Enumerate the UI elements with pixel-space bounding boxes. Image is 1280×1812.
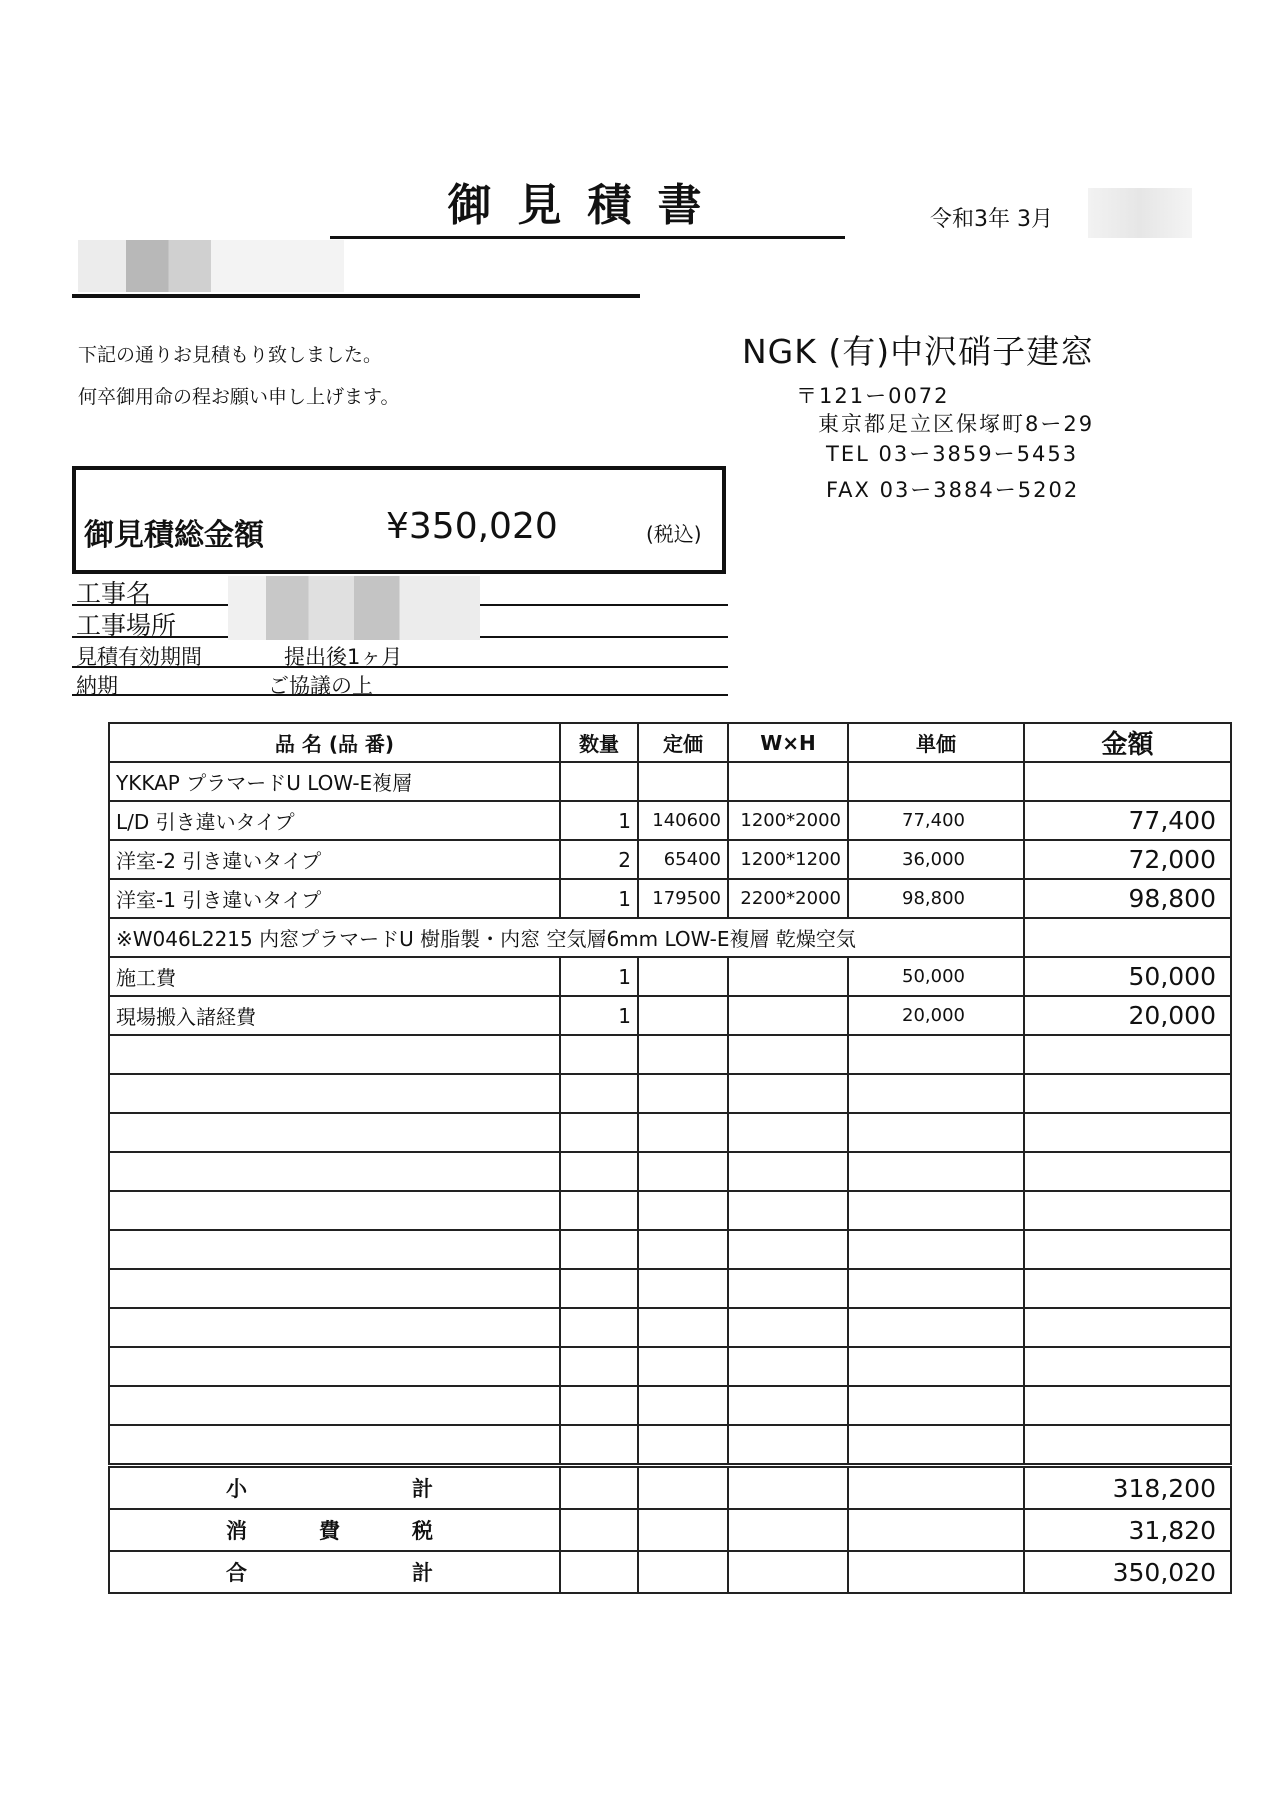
header-list-price: 定価	[638, 723, 728, 762]
item-list-price: 140600	[638, 801, 728, 840]
empty-cell	[638, 1466, 728, 1510]
total-amount-label: 御見積総金額	[84, 518, 264, 553]
item-dimensions: 1200*2000	[728, 801, 848, 840]
item-unit-price: 50,000	[848, 957, 1024, 996]
empty-cell	[109, 1191, 560, 1230]
item-quantity	[560, 762, 638, 801]
document-date: 令和3年 3月	[930, 207, 1053, 232]
delivery-value: ご協議の上	[268, 674, 373, 698]
empty-cell	[638, 1269, 728, 1308]
empty-cell	[638, 1425, 728, 1466]
empty-cell	[728, 1074, 848, 1113]
table-row	[109, 957, 1231, 996]
empty-row	[109, 1152, 1231, 1191]
empty-cell	[638, 1074, 728, 1113]
empty-row	[109, 1074, 1231, 1113]
empty-cell	[728, 1551, 848, 1593]
tax-label-char: 消	[226, 1519, 247, 1543]
empty-cell	[560, 1191, 638, 1230]
item-dimensions: 2200*2000	[728, 879, 848, 918]
empty-cell	[728, 1113, 848, 1152]
empty-cell	[638, 1152, 728, 1191]
empty-cell	[560, 1269, 638, 1308]
empty-cell	[848, 1269, 1024, 1308]
empty-cell	[848, 1074, 1024, 1113]
empty-cell	[638, 1347, 728, 1386]
empty-row	[109, 1191, 1231, 1230]
empty-cell	[109, 1152, 560, 1191]
empty-cell	[848, 1386, 1024, 1425]
item-dimensions	[728, 996, 848, 1035]
tax-label-char: 税	[412, 1519, 433, 1543]
empty-cell	[848, 1509, 1024, 1551]
item-quantity: 2	[560, 840, 638, 879]
empty-row	[109, 1035, 1231, 1074]
empty-cell	[560, 1308, 638, 1347]
empty-cell	[560, 1466, 638, 1510]
header-unit-price: 単価	[848, 723, 1024, 762]
item-name: ※W046L2215 内窓プラマードU 樹脂製・内窓 空気層6mm LOW-E複層 乾燥空気	[109, 918, 1024, 957]
empty-row	[109, 1425, 1231, 1466]
tax-label-char: 費	[319, 1519, 340, 1543]
empty-cell	[1024, 1269, 1231, 1308]
empty-cell	[1024, 1230, 1231, 1269]
empty-cell	[728, 1386, 848, 1425]
empty-row	[109, 1113, 1231, 1152]
item-quantity: 1	[560, 996, 638, 1035]
item-amount: 77,400	[1024, 801, 1231, 840]
empty-cell	[848, 1347, 1024, 1386]
empty-row	[109, 1308, 1231, 1347]
empty-cell	[1024, 1074, 1231, 1113]
empty-row	[109, 1386, 1231, 1425]
empty-cell	[109, 1308, 560, 1347]
empty-cell	[728, 1347, 848, 1386]
tax-value: 31,820	[1024, 1509, 1231, 1551]
item-list-price	[638, 996, 728, 1035]
empty-cell	[560, 1347, 638, 1386]
empty-cell	[1024, 1425, 1231, 1466]
item-dimensions	[728, 957, 848, 996]
item-list-price: 179500	[638, 879, 728, 918]
item-unit-price: 20,000	[848, 996, 1024, 1035]
empty-cell	[638, 1230, 728, 1269]
validity-value: 提出後1ヶ月	[284, 645, 403, 669]
grand-total-label	[109, 1551, 560, 1593]
table-row	[109, 762, 1231, 801]
empty-cell	[1024, 1152, 1231, 1191]
redacted-date-day	[1088, 188, 1192, 238]
empty-cell	[848, 1191, 1024, 1230]
validity-label: 見積有効期間	[76, 645, 202, 669]
document-title: 御見積書	[330, 178, 845, 239]
validity-line	[72, 666, 728, 668]
item-name: 洋室-2 引き違いタイプ	[109, 840, 560, 879]
grand-total-value: 350,020	[1024, 1551, 1231, 1593]
subtotal-row	[109, 1466, 1231, 1510]
item-name: YKKAP プラマードU LOW-E複層	[109, 762, 560, 801]
subtotal-label	[109, 1466, 560, 1510]
empty-cell	[728, 1230, 848, 1269]
table-row	[109, 918, 1231, 957]
client-name-underline	[72, 294, 640, 298]
table-row	[109, 801, 1231, 840]
company-name: NGK (有)中沢硝子建窓	[742, 332, 1095, 371]
item-amount: 20,000	[1024, 996, 1231, 1035]
empty-cell	[638, 1551, 728, 1593]
empty-cell	[848, 1308, 1024, 1347]
item-amount	[1024, 918, 1231, 957]
tax-label	[109, 1509, 560, 1551]
empty-cell	[728, 1035, 848, 1074]
empty-cell	[728, 1509, 848, 1551]
empty-cell	[638, 1035, 728, 1074]
empty-cell	[728, 1152, 848, 1191]
item-quantity: 1	[560, 879, 638, 918]
empty-cell	[560, 1551, 638, 1593]
item-list-price	[638, 762, 728, 801]
empty-cell	[560, 1386, 638, 1425]
empty-cell	[848, 1551, 1024, 1593]
empty-cell	[109, 1386, 560, 1425]
empty-cell	[109, 1230, 560, 1269]
empty-cell	[560, 1113, 638, 1152]
empty-cell	[848, 1035, 1024, 1074]
empty-cell	[109, 1269, 560, 1308]
item-unit-price: 98,800	[848, 879, 1024, 918]
empty-cell	[109, 1347, 560, 1386]
empty-cell	[848, 1152, 1024, 1191]
subtotal-value: 318,200	[1024, 1466, 1231, 1510]
header-dimensions: W×H	[728, 723, 848, 762]
item-unit-price	[848, 762, 1024, 801]
tax-row	[109, 1509, 1231, 1551]
item-name: 施工費	[109, 957, 560, 996]
empty-cell	[109, 1113, 560, 1152]
table-row	[109, 840, 1231, 879]
empty-cell	[560, 1425, 638, 1466]
empty-cell	[1024, 1347, 1231, 1386]
empty-cell	[728, 1269, 848, 1308]
total-amount-value: ¥350,020	[386, 506, 558, 547]
empty-row	[109, 1230, 1231, 1269]
item-name: 現場搬入諸経費	[109, 996, 560, 1035]
empty-cell	[1024, 1386, 1231, 1425]
total-tax-note: (税込)	[646, 522, 702, 546]
empty-cell	[848, 1113, 1024, 1152]
greeting-line-1: 下記の通りお見積もり致しました。	[78, 344, 383, 366]
empty-cell	[848, 1425, 1024, 1466]
empty-cell	[109, 1035, 560, 1074]
empty-cell	[848, 1466, 1024, 1510]
company-postal-code: 〒121ー0072	[796, 384, 950, 408]
empty-cell	[638, 1386, 728, 1425]
empty-cell	[728, 1425, 848, 1466]
header-quantity: 数量	[560, 723, 638, 762]
project-site-label: 工事場所	[76, 611, 177, 640]
company-fax: FAX 03ー3884ー5202	[826, 478, 1080, 502]
empty-cell	[109, 1425, 560, 1466]
empty-cell	[638, 1509, 728, 1551]
delivery-line	[72, 694, 728, 696]
grand-total-row	[109, 1551, 1231, 1593]
subtotal-label-char: 計	[412, 1477, 433, 1501]
empty-row	[109, 1347, 1231, 1386]
redacted-project-info	[228, 576, 480, 640]
header-item-name: 品 名 (品 番)	[109, 723, 560, 762]
item-name: L/D 引き違いタイプ	[109, 801, 560, 840]
item-list-price: 65400	[638, 840, 728, 879]
empty-cell	[638, 1113, 728, 1152]
empty-cell	[560, 1230, 638, 1269]
item-unit-price: 77,400	[848, 801, 1024, 840]
table-row	[109, 996, 1231, 1035]
empty-cell	[560, 1035, 638, 1074]
item-quantity: 1	[560, 957, 638, 996]
empty-cell	[560, 1509, 638, 1551]
table-row	[109, 879, 1231, 918]
delivery-label: 納期	[76, 674, 118, 698]
empty-cell	[848, 1230, 1024, 1269]
item-quantity: 1	[560, 801, 638, 840]
item-list-price	[638, 957, 728, 996]
project-name-label: 工事名	[76, 579, 152, 608]
item-name: 洋室-1 引き違いタイプ	[109, 879, 560, 918]
item-amount	[1024, 762, 1231, 801]
subtotal-label-char: 小	[226, 1477, 247, 1501]
header-amount: 金額	[1024, 723, 1231, 762]
empty-cell	[728, 1308, 848, 1347]
empty-row	[109, 1269, 1231, 1308]
grand-total-label-char: 計	[412, 1561, 433, 1585]
empty-cell	[638, 1191, 728, 1230]
grand-total-label-char: 合	[226, 1561, 247, 1585]
table-header-row	[109, 723, 1231, 762]
redacted-client-name	[78, 240, 344, 292]
empty-cell	[1024, 1113, 1231, 1152]
item-amount: 98,800	[1024, 879, 1231, 918]
item-unit-price: 36,000	[848, 840, 1024, 879]
empty-cell	[728, 1466, 848, 1510]
empty-cell	[638, 1308, 728, 1347]
item-dimensions: 1200*1200	[728, 840, 848, 879]
item-amount: 50,000	[1024, 957, 1231, 996]
empty-cell	[1024, 1308, 1231, 1347]
empty-cell	[560, 1074, 638, 1113]
empty-cell	[1024, 1191, 1231, 1230]
empty-cell	[1024, 1035, 1231, 1074]
company-address: 東京都足立区保塚町8ー29	[818, 412, 1095, 436]
item-amount: 72,000	[1024, 840, 1231, 879]
item-dimensions	[728, 762, 848, 801]
greeting-line-2: 何卒御用命の程お願い申し上げます。	[78, 386, 400, 408]
empty-cell	[109, 1074, 560, 1113]
empty-cell	[728, 1191, 848, 1230]
total-amount-box	[72, 466, 726, 574]
company-tel: TEL 03ー3859ー5453	[826, 442, 1079, 466]
estimate-table	[108, 722, 1232, 1594]
empty-cell	[560, 1152, 638, 1191]
